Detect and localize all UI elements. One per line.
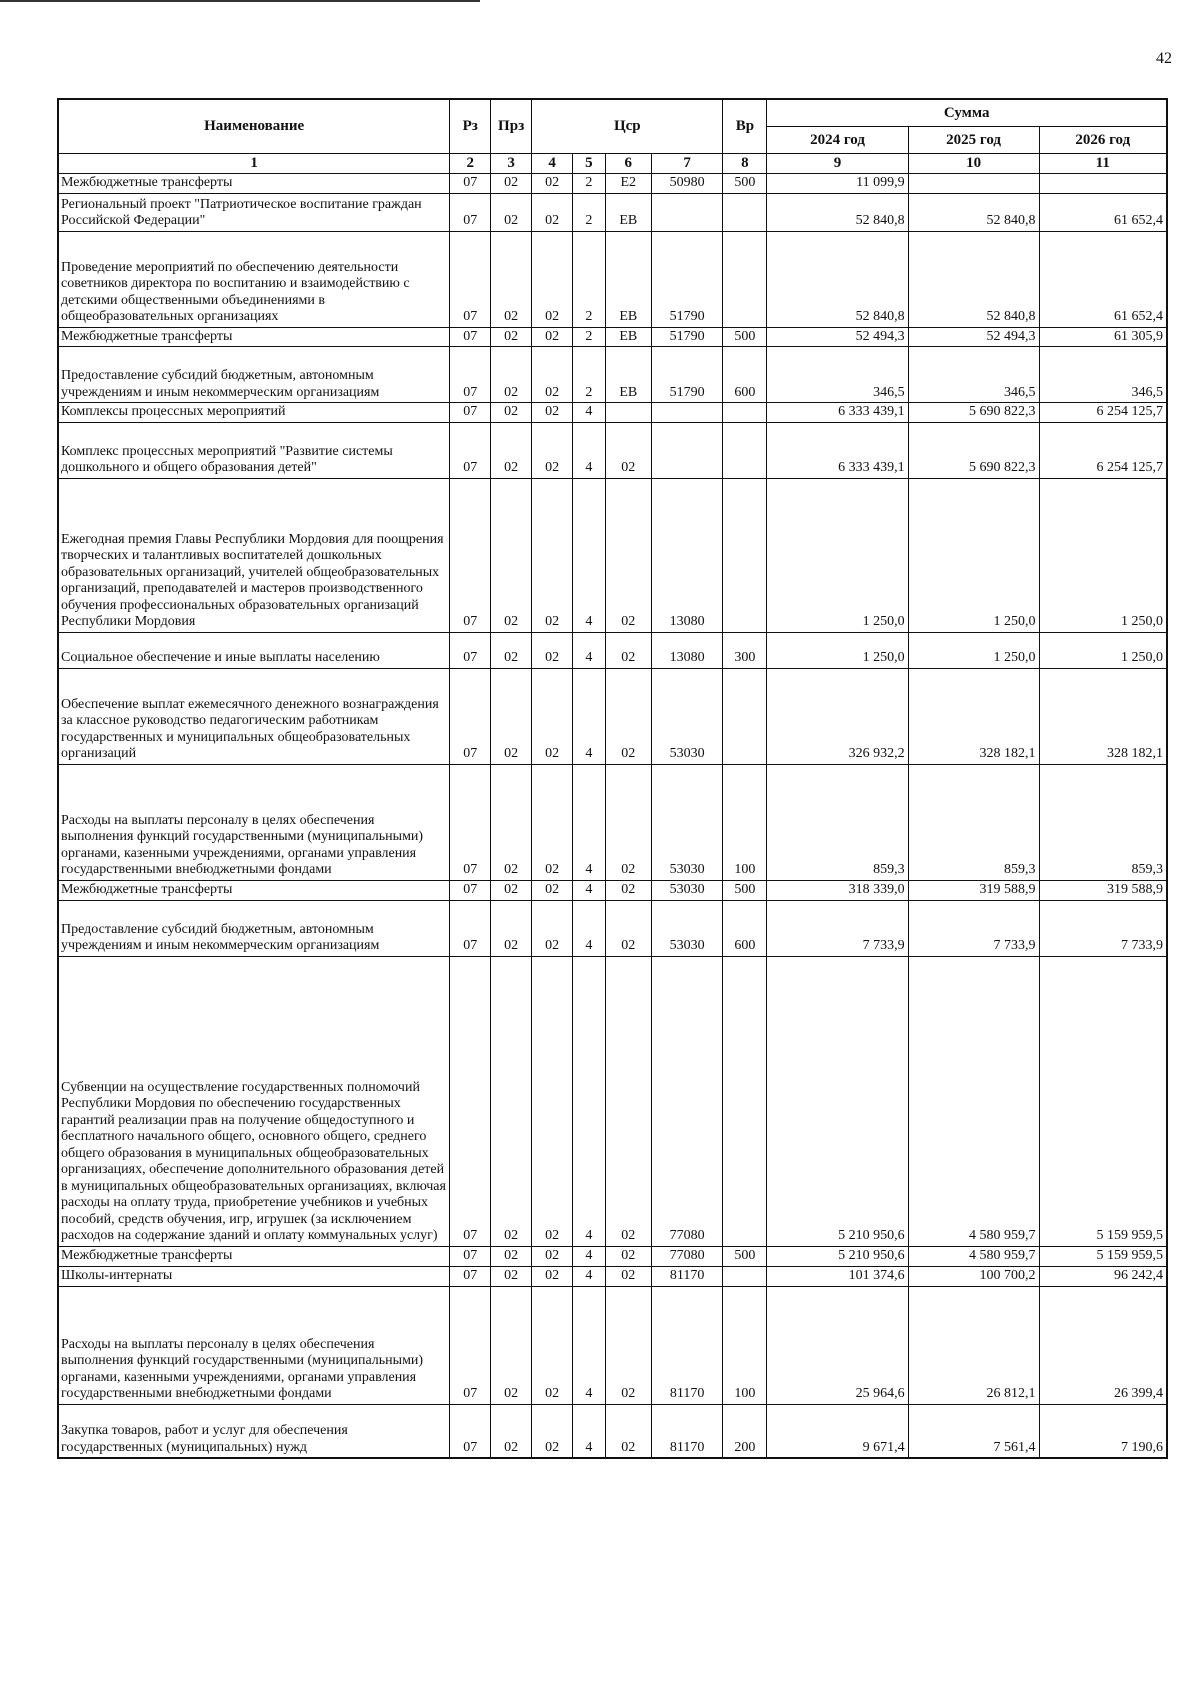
- amount-cell-2026: 26 399,4: [1039, 1286, 1167, 1404]
- amount-cell-2024: 326 932,2: [767, 668, 908, 764]
- code-cell-c4: 02: [532, 764, 573, 880]
- code-cell-prz: 02: [491, 422, 532, 478]
- row-name-cell: Межбюджетные трансферты: [58, 174, 450, 194]
- table-row: [58, 668, 1167, 764]
- code-cell-c6: 02: [605, 478, 651, 632]
- table-row: [58, 1404, 1167, 1458]
- row-name-cell: Комплексы процессных мероприятий: [58, 403, 450, 423]
- code-cell-prz: 02: [491, 1266, 532, 1286]
- amount-cell-2026: 7 190,6: [1039, 1404, 1167, 1458]
- header-row-1: [58, 99, 1167, 127]
- code-cell-c4: 02: [532, 347, 573, 403]
- code-cell-c6: 02: [605, 422, 651, 478]
- code-cell-c6: 02: [605, 632, 651, 668]
- table-row: [58, 422, 1167, 478]
- amount-cell-2025: 7 733,9: [908, 900, 1039, 956]
- row-name-cell: Расходы на выплаты персоналу в целях обеспечения выполнения функций государственными (муниципальными) органами, казенными учреждениями, органами управления государственными внебюджетными фондами: [58, 764, 450, 880]
- code-cell-c7: 81170: [651, 1266, 723, 1286]
- code-cell-rz: 07: [450, 347, 491, 403]
- code-cell-c5: 4: [573, 1266, 606, 1286]
- amount-cell-2025: 52 840,8: [908, 193, 1039, 231]
- code-cell-c7: 77080: [651, 1246, 723, 1266]
- amount-cell-2024: 25 964,6: [767, 1286, 908, 1404]
- code-cell-c5: 4: [573, 478, 606, 632]
- row-name-cell: Социальное обеспечение и иные выплаты населению: [58, 632, 450, 668]
- code-cell-c6: 02: [605, 764, 651, 880]
- table-row: [58, 1266, 1167, 1286]
- code-cell-prz: 02: [491, 632, 532, 668]
- amount-cell-2025: 328 182,1: [908, 668, 1039, 764]
- amount-cell-2026: 7 733,9: [1039, 900, 1167, 956]
- table-row: [58, 880, 1167, 900]
- code-cell-rz: 07: [450, 632, 491, 668]
- column-number: 5: [573, 154, 606, 174]
- code-cell-c4: 02: [532, 193, 573, 231]
- code-cell-c7: 13080: [651, 478, 723, 632]
- code-cell-rz: 07: [450, 764, 491, 880]
- row-name-cell: Обеспечение выплат ежемесячного денежного вознаграждения за классное руководство педагогическим работникам государственных и муниципальных общеобразовательных организаций: [58, 668, 450, 764]
- amount-cell-2026: 61 652,4: [1039, 231, 1167, 327]
- code-cell-c6: 02: [605, 1246, 651, 1266]
- code-cell-c7: 81170: [651, 1286, 723, 1404]
- code-cell-rz: 07: [450, 478, 491, 632]
- amount-cell-2024: 5 210 950,6: [767, 956, 908, 1246]
- amount-cell-2026: 5 159 959,5: [1039, 1246, 1167, 1266]
- amount-cell-2024: 318 339,0: [767, 880, 908, 900]
- code-cell-c6: [605, 403, 651, 423]
- code-cell-c7: 53030: [651, 880, 723, 900]
- code-cell-c6: 02: [605, 880, 651, 900]
- row-name-cell: Межбюджетные трансферты: [58, 327, 450, 347]
- code-cell-rz: 07: [450, 880, 491, 900]
- row-name-cell: Комплекс процессных мероприятий "Развитие системы дошкольного и общего образования детей": [58, 422, 450, 478]
- table-body: [58, 174, 1167, 1459]
- column-number: 4: [532, 154, 573, 174]
- amount-cell-2025: 4 580 959,7: [908, 1246, 1039, 1266]
- code-cell-prz: 02: [491, 956, 532, 1246]
- code-cell-c4: 02: [532, 1246, 573, 1266]
- table-row: [58, 347, 1167, 403]
- code-cell-c4: 02: [532, 956, 573, 1246]
- code-cell-prz: 02: [491, 327, 532, 347]
- code-cell-c6: 02: [605, 1266, 651, 1286]
- amount-cell-2026: [1039, 174, 1167, 194]
- table-row: [58, 956, 1167, 1246]
- code-cell-vr: [723, 668, 767, 764]
- table-row: [58, 174, 1167, 194]
- code-cell-c4: 02: [532, 1266, 573, 1286]
- amount-cell-2026: 328 182,1: [1039, 668, 1167, 764]
- code-cell-c7: 53030: [651, 668, 723, 764]
- code-cell-c6: 02: [605, 668, 651, 764]
- code-cell-vr: 600: [723, 900, 767, 956]
- code-cell-vr: [723, 956, 767, 1246]
- code-cell-c5: 4: [573, 668, 606, 764]
- code-cell-prz: 02: [491, 1246, 532, 1266]
- row-name-cell: Предоставление субсидий бюджетным, автономным учреждениям и иным некоммерческим организациям: [58, 900, 450, 956]
- table-row: [58, 478, 1167, 632]
- amount-cell-2025: 1 250,0: [908, 478, 1039, 632]
- row-name-cell: Закупка товаров, работ и услуг для обеспечения государственных (муниципальных) нужд: [58, 1404, 450, 1458]
- code-cell-prz: 02: [491, 403, 532, 423]
- row-name-cell: Расходы на выплаты персоналу в целях обеспечения выполнения функций государственными (муниципальными) органами, казенными учреждениями, органами управления государственными внебюджетными фондами: [58, 1286, 450, 1404]
- table-row: [58, 327, 1167, 347]
- code-cell-vr: 200: [723, 1404, 767, 1458]
- code-cell-c5: 4: [573, 422, 606, 478]
- code-cell-c5: 4: [573, 956, 606, 1246]
- column-number: 8: [723, 154, 767, 174]
- code-cell-c4: 02: [532, 1404, 573, 1458]
- code-cell-c4: 02: [532, 900, 573, 956]
- code-cell-vr: 500: [723, 174, 767, 194]
- row-name-cell: Межбюджетные трансферты: [58, 1246, 450, 1266]
- amount-cell-2026: 1 250,0: [1039, 632, 1167, 668]
- column-number: 2: [450, 154, 491, 174]
- code-cell-vr: [723, 193, 767, 231]
- row-name-cell: Ежегодная премия Главы Республики Мордовия для поощрения творческих и талантливых воспитателей дошкольных образовательных организаций, учителей общеобразовательных организаций, преподавателей и мастеров производственного обучения профессиональных образовательных организаций Республики Мордовия: [58, 478, 450, 632]
- amount-cell-2024: 346,5: [767, 347, 908, 403]
- column-number: 10: [908, 154, 1039, 174]
- amount-cell-2026: 346,5: [1039, 347, 1167, 403]
- header-year-2024: 2024 год: [767, 127, 908, 154]
- code-cell-c5: 2: [573, 193, 606, 231]
- amount-cell-2025: 5 690 822,3: [908, 403, 1039, 423]
- amount-cell-2024: 7 733,9: [767, 900, 908, 956]
- table-row: [58, 900, 1167, 956]
- table-row: [58, 193, 1167, 231]
- code-cell-c4: 02: [532, 1286, 573, 1404]
- amount-cell-2025: 1 250,0: [908, 632, 1039, 668]
- code-cell-rz: 07: [450, 956, 491, 1246]
- code-cell-rz: 07: [450, 327, 491, 347]
- amount-cell-2026: 6 254 125,7: [1039, 422, 1167, 478]
- column-number: 6: [605, 154, 651, 174]
- amount-cell-2025: 4 580 959,7: [908, 956, 1039, 1246]
- code-cell-c5: 4: [573, 1404, 606, 1458]
- table-row: [58, 1246, 1167, 1266]
- code-cell-vr: [723, 478, 767, 632]
- code-cell-c4: 02: [532, 632, 573, 668]
- code-cell-prz: 02: [491, 1404, 532, 1458]
- header-csr: Цср: [532, 99, 723, 154]
- code-cell-vr: 500: [723, 327, 767, 347]
- code-cell-c6: ЕВ: [605, 231, 651, 327]
- table-row: [58, 1286, 1167, 1404]
- header-year-2025: 2025 год: [908, 127, 1039, 154]
- code-cell-c5: 4: [573, 880, 606, 900]
- code-cell-rz: 07: [450, 668, 491, 764]
- amount-cell-2026: 6 254 125,7: [1039, 403, 1167, 423]
- code-cell-c6: 02: [605, 1404, 651, 1458]
- code-cell-prz: 02: [491, 900, 532, 956]
- code-cell-c5: 4: [573, 900, 606, 956]
- table-row: [58, 231, 1167, 327]
- amount-cell-2024: 5 210 950,6: [767, 1246, 908, 1266]
- code-cell-c7: [651, 422, 723, 478]
- column-number: 7: [651, 154, 723, 174]
- code-cell-c4: 02: [532, 478, 573, 632]
- budget-table: [57, 98, 1168, 1459]
- code-cell-c7: 53030: [651, 900, 723, 956]
- amount-cell-2024: 11 099,9: [767, 174, 908, 194]
- amount-cell-2024: 859,3: [767, 764, 908, 880]
- amount-cell-2024: 6 333 439,1: [767, 403, 908, 423]
- code-cell-c6: 02: [605, 956, 651, 1246]
- code-cell-vr: [723, 422, 767, 478]
- amount-cell-2024: 9 671,4: [767, 1404, 908, 1458]
- amount-cell-2025: 52 840,8: [908, 231, 1039, 327]
- code-cell-vr: [723, 403, 767, 423]
- header-name: Наименование: [58, 99, 450, 154]
- row-name-cell: Проведение мероприятий по обеспечению деятельности советников директора по воспитанию и взаимодействию с детскими общественными объединениями в общеобразовательных организациях: [58, 231, 450, 327]
- amount-cell-2025: 100 700,2: [908, 1266, 1039, 1286]
- code-cell-prz: 02: [491, 764, 532, 880]
- code-cell-c6: ЕВ: [605, 327, 651, 347]
- amount-cell-2026: 96 242,4: [1039, 1266, 1167, 1286]
- code-cell-c4: 02: [532, 403, 573, 423]
- code-cell-vr: 100: [723, 764, 767, 880]
- code-cell-c4: 02: [532, 174, 573, 194]
- code-cell-prz: 02: [491, 1286, 532, 1404]
- code-cell-vr: [723, 231, 767, 327]
- code-cell-c5: 4: [573, 1246, 606, 1266]
- code-cell-c6: ЕВ: [605, 347, 651, 403]
- code-cell-c7: [651, 403, 723, 423]
- code-cell-c5: 2: [573, 174, 606, 194]
- code-cell-vr: 500: [723, 880, 767, 900]
- amount-cell-2024: 1 250,0: [767, 632, 908, 668]
- code-cell-c7: [651, 193, 723, 231]
- code-cell-c4: 02: [532, 327, 573, 347]
- code-cell-prz: 02: [491, 880, 532, 900]
- row-name-cell: Субвенции на осуществление государственных полномочий Республики Мордовия по обеспечению государственных гарантий реализации прав на получение общедоступного и бесплатного начального общего, основного общего, среднего общего образования в муниципальных общеобразовательных организациях, обеспечение дополнительного образования детей в муниципальных общеобразовательных организациях, включая расходы на оплату труда, приобретение учебников и учебных пособий, средств обучения, игр, игрушек (за исключением расходов на содержание зданий и оплату коммунальных услуг): [58, 956, 450, 1246]
- table-row: [58, 632, 1167, 668]
- code-cell-c5: 2: [573, 347, 606, 403]
- amount-cell-2025: 5 690 822,3: [908, 422, 1039, 478]
- code-cell-c6: 02: [605, 1286, 651, 1404]
- header-year-2026: 2026 год: [1039, 127, 1167, 154]
- amount-cell-2024: 1 250,0: [767, 478, 908, 632]
- code-cell-c7: 50980: [651, 174, 723, 194]
- code-cell-vr: 300: [723, 632, 767, 668]
- amount-cell-2026: 319 588,9: [1039, 880, 1167, 900]
- code-cell-rz: 07: [450, 1286, 491, 1404]
- column-number: 3: [491, 154, 532, 174]
- page-number: 42: [1156, 50, 1172, 67]
- amount-cell-2025: 859,3: [908, 764, 1039, 880]
- amount-cell-2026: 1 250,0: [1039, 478, 1167, 632]
- code-cell-c7: 77080: [651, 956, 723, 1246]
- code-cell-rz: 07: [450, 1404, 491, 1458]
- code-cell-c6: Е2: [605, 174, 651, 194]
- amount-cell-2024: 101 374,6: [767, 1266, 908, 1286]
- amount-cell-2025: 346,5: [908, 347, 1039, 403]
- code-cell-rz: 07: [450, 1246, 491, 1266]
- code-cell-rz: 07: [450, 900, 491, 956]
- column-numbers-row: [58, 154, 1167, 174]
- code-cell-vr: 100: [723, 1286, 767, 1404]
- code-cell-c5: 4: [573, 403, 606, 423]
- code-cell-c4: 02: [532, 668, 573, 764]
- amount-cell-2026: 5 159 959,5: [1039, 956, 1167, 1246]
- code-cell-prz: 02: [491, 174, 532, 194]
- code-cell-c5: 2: [573, 327, 606, 347]
- code-cell-vr: [723, 1266, 767, 1286]
- code-cell-c5: 4: [573, 764, 606, 880]
- code-cell-rz: 07: [450, 174, 491, 194]
- row-name-cell: Школы-интернаты: [58, 1266, 450, 1286]
- header-sum: Сумма: [767, 99, 1167, 127]
- row-name-cell: Предоставление субсидий бюджетным, автономным учреждениям и иным некоммерческим организациям: [58, 347, 450, 403]
- code-cell-c5: 4: [573, 1286, 606, 1404]
- table-row: [58, 403, 1167, 423]
- code-cell-c7: 51790: [651, 327, 723, 347]
- amount-cell-2025: [908, 174, 1039, 194]
- amount-cell-2026: 859,3: [1039, 764, 1167, 880]
- code-cell-rz: 07: [450, 231, 491, 327]
- amount-cell-2024: 52 840,8: [767, 231, 908, 327]
- amount-cell-2025: 319 588,9: [908, 880, 1039, 900]
- code-cell-prz: 02: [491, 347, 532, 403]
- code-cell-c4: 02: [532, 422, 573, 478]
- code-cell-prz: 02: [491, 478, 532, 632]
- amount-cell-2024: 52 840,8: [767, 193, 908, 231]
- header-rz: Рз: [450, 99, 491, 154]
- header-prz: Прз: [491, 99, 532, 154]
- amount-cell-2025: 52 494,3: [908, 327, 1039, 347]
- code-cell-c5: 4: [573, 632, 606, 668]
- code-cell-prz: 02: [491, 668, 532, 764]
- column-number: 1: [58, 154, 450, 174]
- code-cell-rz: 07: [450, 193, 491, 231]
- code-cell-prz: 02: [491, 193, 532, 231]
- code-cell-rz: 07: [450, 403, 491, 423]
- column-number: 11: [1039, 154, 1167, 174]
- row-name-cell: Межбюджетные трансферты: [58, 880, 450, 900]
- top-rule: [0, 0, 480, 2]
- code-cell-c6: ЕВ: [605, 193, 651, 231]
- code-cell-prz: 02: [491, 231, 532, 327]
- code-cell-rz: 07: [450, 1266, 491, 1286]
- amount-cell-2024: 52 494,3: [767, 327, 908, 347]
- code-cell-c7: 51790: [651, 347, 723, 403]
- code-cell-c5: 2: [573, 231, 606, 327]
- amount-cell-2025: 7 561,4: [908, 1404, 1039, 1458]
- amount-cell-2026: 61 652,4: [1039, 193, 1167, 231]
- code-cell-c6: 02: [605, 900, 651, 956]
- code-cell-c4: 02: [532, 880, 573, 900]
- code-cell-c4: 02: [532, 231, 573, 327]
- column-number: 9: [767, 154, 908, 174]
- table-row: [58, 764, 1167, 880]
- code-cell-vr: 500: [723, 1246, 767, 1266]
- code-cell-vr: 600: [723, 347, 767, 403]
- code-cell-rz: 07: [450, 422, 491, 478]
- amount-cell-2025: 26 812,1: [908, 1286, 1039, 1404]
- code-cell-c7: 53030: [651, 764, 723, 880]
- row-name-cell: Региональный проект "Патриотическое воспитание граждан Российской Федерации": [58, 193, 450, 231]
- code-cell-c7: 81170: [651, 1404, 723, 1458]
- amount-cell-2026: 61 305,9: [1039, 327, 1167, 347]
- code-cell-c7: 13080: [651, 632, 723, 668]
- code-cell-c7: 51790: [651, 231, 723, 327]
- amount-cell-2024: 6 333 439,1: [767, 422, 908, 478]
- header-vr: Вр: [723, 99, 767, 154]
